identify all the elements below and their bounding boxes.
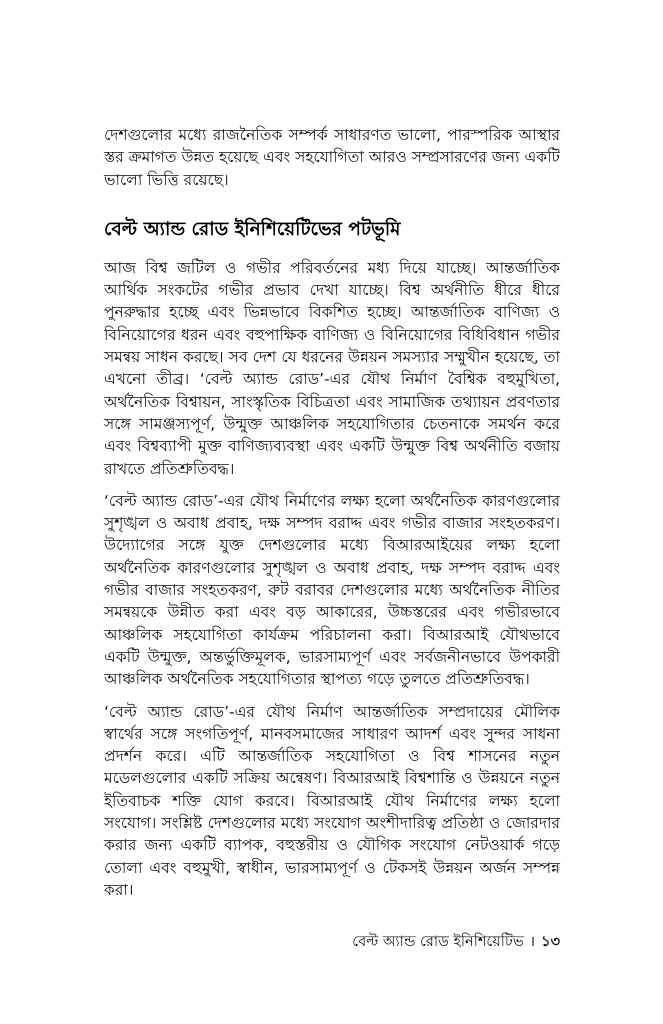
section-heading: বেল্ট অ্যান্ড রোড ইনিশিয়েটিভের পটভূমি	[104, 218, 401, 240]
body-paragraph-2: ‘বেল্ট অ্যান্ড রোড’-এর যৌথ নির্মাণের লক্ষ্য হলো অর্থনৈতিক কারণগুলোর সুশৃঙ্খল ও অবাধ প্রবাহ, দক্ষ সম্পদ বরাদ্দ এবং গভীর বাজার সংহতকরণ। উদ্যোগের সঙ্গে যুক্ত দেশগুলোর মধ্যে বিআরআইয়ের লক্ষ্য হলো অর্থনৈতিক কারণগুলোর সুশৃঙ্খল ও অবাধ প্রবাহ, দক্ষ সম্পদ বরাদ্দ এবং গভীর বাজার সংহতকরণ, রুট বরাবর দেশগুলোর মধ্যে অর্থনৈতিক নীতির সমন্বয়কে উন্নীত করা এবং বড় আকারের, উচ্চস্তরের এবং গভীরভাবে আঞ্চলিক সহযোগিতা কার্যক্রম পরিচালনা করা। বিআরআই যৌথভাবে একটি উন্মুক্ত, অন্তর্ভুক্তিমূলক, ভারসাম্যপূর্ণ এবং সর্বজনীনভাবে উপকারী আঞ্চলিক অর্থনৈতিক সহযোগিতার স্থাপত্য গড়ে তুলতে প্রতিশ্রুতিবদ্ধ।	[104, 491, 560, 689]
page-body	[104, 124, 560, 901]
page-footer	[352, 932, 560, 952]
running-title: বেল্ট অ্যান্ড রোড ইনিশিয়েটিভ	[352, 934, 524, 950]
footer-separator: ।	[529, 934, 536, 950]
body-paragraph-1: আজ বিশ্ব জটিল ও গভীর পরিবর্তনের মধ্য দিয়ে যাচ্ছে। আন্তর্জাতিক আর্থিক সংকটের গভীর প্রভাব দেখা যাচ্ছে। বিশ্ব অর্থনীতি ধীরে ধীরে পুনরুদ্ধার হচ্ছে এবং ভিন্নভাবে বিকশিত হচ্ছে। আন্তর্জাতিক বাণিজ্য ও বিনিয়োগের ধরন এবং বহুপাক্ষিক বাণিজ্য ও বিনিয়োগের বিধিবিধান গভীর সমন্বয় সাধন করছে। সব দেশ যে ধরনের উন্নয়ন সমস্যার সম্মুখীন হয়েছে, তা এখনো তীব্র। ‘বেল্ট অ্যান্ড রোড’-এর যৌথ নির্মাণ বৈশ্বিক বহুমুখিতা, অর্থনৈতিক বিশ্বায়ন, সাংস্কৃতিক বিচিত্রতা এবং সামাজিক তথ্যায়ন প্রবণতার সঙ্গে সামঞ্জস্যপূর্ণ, উন্মুক্ত আঞ্চলিক সহযোগিতার চেতনাকে সমর্থন করে এবং বিশ্বব্যাপী মুক্ত বাণিজ্যব্যবস্থা এবং একটি উন্মুক্ত বিশ্ব অর্থনীতি বজায় রাখতে প্রতিশ্রুতিবদ্ধ।	[104, 258, 560, 478]
intro-paragraph: দেশগুলোর মধ্যে রাজনৈতিক সম্পর্ক সাধারণত ভালো, পারস্পরিক আস্থার স্তর ক্রমাগত উন্নত হয়েছে এবং সহযোগিতা আরও সম্প্রসারণের জন্য একটি ভালো ভিত্তি রয়েছে।	[104, 126, 560, 189]
page-number: ১৩	[541, 934, 560, 950]
body-paragraph-3: ‘বেল্ট অ্যান্ড রোড’-এর যৌথ নির্মাণ আন্তর্জাতিক সম্প্রদায়ের মৌলিক স্বার্থের সঙ্গে সংগতিপূর্ণ, মানবসমাজের সাধারণ আদর্শ এবং সুন্দর সাধনা প্রদর্শন করে। এটি আন্তর্জাতিক সহযোগিতা ও বিশ্ব শাসনের নতুন মডেলগুলোর একটি সক্রিয় অন্বেষণ। বিআরআই বিশ্বশান্তি ও উন্নয়নে নতুন ইতিবাচক শক্তি যোগ করবে। বিআরআই যৌথ নির্মাণের লক্ষ্য হলো সংযোগ। সংশ্লিষ্ট দেশগুলোর মধ্যে সংযোগ অংশীদারিত্ব প্রতিষ্ঠা ও জোরদার করার জন্য একটি ব্যাপক, বহুস্তরীয় ও যৌগিক সংযোগ নেটওয়ার্ক গড়ে তোলা এবং বহুমুখী, স্বাধীন, ভারসাম্যপূর্ণ ও টেকসই উন্নয়ন অর্জন সম্পন্ন করা।	[104, 702, 560, 899]
